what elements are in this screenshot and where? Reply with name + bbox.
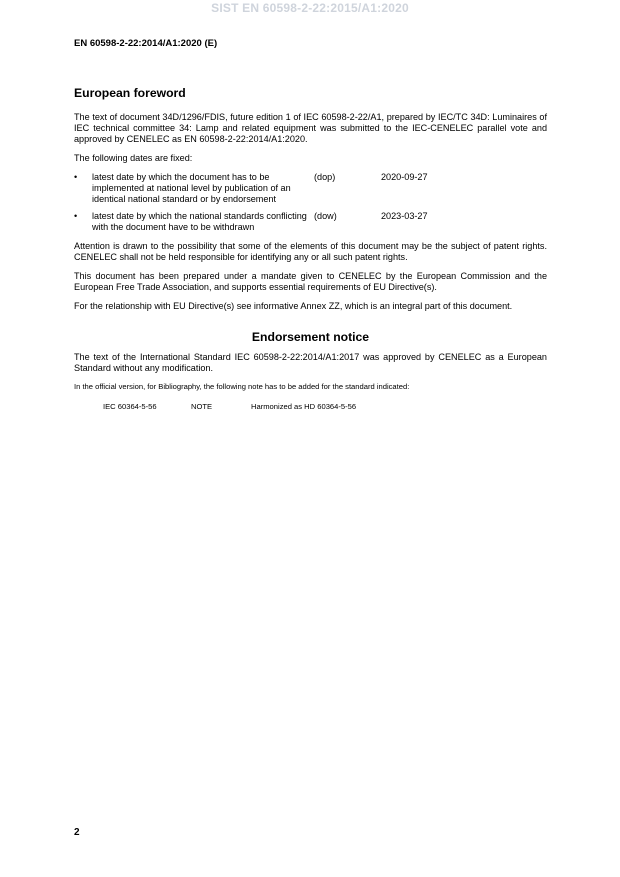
endorsement-paragraph: The text of the International Standard IEC 60598-2-22:2014/A1:2017 was approved by CENELEC as a European Standard without any modification. (74, 352, 547, 373)
date-row-dow (74, 211, 547, 233)
dates-intro: The following dates are fixed: (74, 153, 193, 163)
dates-list (74, 172, 547, 233)
date-description: latest date by which the document has to be implemented at national level by publication of an identical national standard or by endorsement (92, 172, 291, 204)
date-value: 2023-03-27 (381, 211, 428, 221)
note-text: Harmonized as HD 60364-5-56 (251, 402, 357, 411)
mandate-paragraph: This document has been prepared under a mandate given to CENELEC by the European Commission and the European Free Trade Association, and supports essential requirements of EU Directive(s). (74, 271, 547, 292)
note-reference: IEC 60364-5-56 (103, 402, 157, 411)
note-label: NOTE (191, 402, 213, 411)
date-code: (dop) (314, 172, 336, 182)
bullet: • (74, 172, 78, 182)
watermark: SIST EN 60598-2-22:2015/A1:2020 (211, 1, 409, 15)
bibliography-note (103, 402, 547, 412)
date-code: (dow) (314, 211, 337, 221)
page-number: 2 (74, 827, 80, 838)
document-identifier: EN 60598-2-22:2014/A1:2020 (E) (74, 38, 218, 49)
date-row-dop (74, 172, 547, 205)
foreword-intro-paragraph: The text of document 34D/1296/FDIS, future edition 1 of IEC 60598-2-22/A1, prepared by IEC/TC 34D: Luminaires of IEC technical committee 34: Lamp and related equipment was submitted to the IEC-CENELEC parallel vote and approved by CENELEC as EN 60598-2-22:2014/A1:2020. (74, 112, 547, 144)
patent-paragraph: Attention is drawn to the possibility that some of the elements of this document may be the subject of patent rights. CENELEC shall not be held responsible for identifying any or all such patent rights. (74, 241, 547, 262)
bibliography-intro: In the official version, for Bibliography, the following note has to be added for the standard indicated: (74, 382, 410, 391)
page-content (74, 86, 547, 412)
bullet: • (74, 211, 78, 221)
foreword-heading: European foreword (74, 86, 186, 100)
endorsement-heading: Endorsement notice (251, 330, 370, 344)
directive-paragraph: For the relationship with EU Directive(s) see informative Annex ZZ, which is an integral part of this document. (74, 301, 513, 311)
date-value: 2020-09-27 (381, 172, 428, 182)
date-description: latest date by which the national standards conflicting with the document have to be withdrawn (92, 211, 307, 232)
